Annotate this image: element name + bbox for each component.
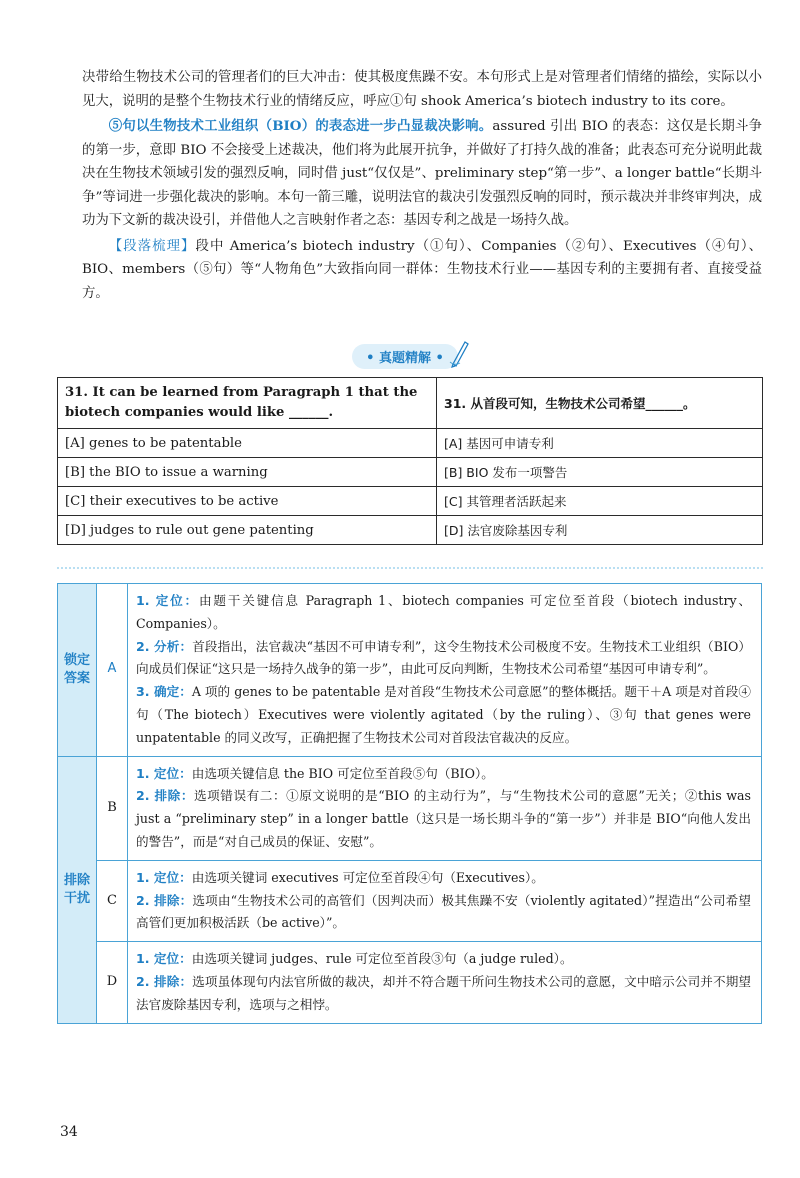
analysis-text: [82, 66, 762, 307]
section-banner: [335, 344, 475, 370]
question-stem-en: 31. It can be learned from Paragraph 1 that the biotech companies would like ______.: [58, 378, 437, 429]
option-a-zh: [A] 基因可申请专利: [437, 429, 763, 458]
answer-row-c: [58, 860, 762, 941]
option-b-analysis: 1. 定位：由选项关键信息 the BIO 可定位至首段⑤句（BIO）。 2. 排除：选项错误有二：①原文说明的是“BIO 的主动行为”，与“生物技术公司的意愿”无关；②this was just a “preliminary step” in a longer battle（这只是一场长期斗争的“第一步”）并非是 BIO“向他人发出的警告”，而是“对自己成员的保证、安慰”。: [128, 756, 762, 860]
paragraph-bio-analysis: [82, 115, 762, 233]
option-letter-c: C: [97, 860, 128, 941]
question-stem-row: [58, 378, 763, 429]
option-c-analysis: 1. 定位：由选项关键词 executives 可定位至首段④句（Executives）。 2. 排除：选项由“生物技术公司的高管们（因判决而）极其焦躁不安（violently agitated）”捏造出“公司希望高管们更加积极活跃（be active）”。: [128, 860, 762, 941]
sentence-five-body: assured 引出 BIO 的表态：这仅是长期斗争的第一步，意即 BIO 不会接受上述裁决，他们将为此展开抗争，并做好了打持久战的准备；此表态可充分说明此裁决在生物技术领域引发的强烈反响，同时借 just“仅仅是”、preliminary step“第一步”、a longer battle“长期斗争”等词进一步强化裁决的影响。本句一箭三雕，说明法官的裁决引发强烈反响的同时，预示裁决并非终审判决，成功为下文新的裁决设引，并借他人之言映射作者之态：基因专利之战是一场持久战。: [82, 119, 762, 228]
option-row: [58, 516, 763, 545]
option-b-en: [B] the BIO to issue a warning: [58, 458, 437, 487]
option-letter-b: B: [97, 756, 128, 860]
answer-row-d: [58, 942, 762, 1023]
lock-answer-label: 锁定答案: [58, 584, 97, 757]
option-row: [58, 429, 763, 458]
answer-analysis-table: [57, 583, 762, 1024]
option-d-analysis: 1. 定位：由选项关键词 judges、rule 可定位至首段③句（a judge ruled）。 2. 排除：选项虽体现句内法官所做的裁决，却并不符合题干所问生物技术公司的意愿，文中暗示公司并不期望法官废除基因专利，选项与之相悖。: [128, 942, 762, 1023]
option-c-en: [C] their executives to be active: [58, 487, 437, 516]
summary-tag: 【段落梳理】: [108, 238, 196, 254]
sentence-five-heading: ⑤句以生物技术工业组织（BIO）的表态进一步凸显裁决影响。: [108, 118, 493, 134]
option-row: [58, 458, 763, 487]
option-row: [58, 487, 763, 516]
question-stem-zh: 31. 从首段可知，生物技术公司希望______。: [437, 378, 763, 429]
option-d-en: [D] judges to rule out gene patenting: [58, 516, 437, 545]
answer-row-a: [58, 584, 762, 757]
option-c-zh: [C] 其管理者活跃起来: [437, 487, 763, 516]
page-number: 34: [60, 1124, 78, 1140]
option-a-analysis: 1. 定位：由题干关键信息 Paragraph 1、biotech companies 可定位至首段（biotech industry、Companies）。 2. 分析：首段指出，法官裁决“基因不可申请专利”，这令生物技术公司极度不安。生物技术工业组织（BIO）向成员们保证“这只是一场持久战争的第一步”，由此可反向判断，生物技术公司希望“基因可申请专利”。 3. 确定：A 项的 genes to be patentable 是对首段“生物技术公司意愿”的整体概括。题干＋A 项是对首段④句（The biotech）Executives were violently agitated（by the ruling）、③句 that genes were unpatentable 的同义改写，正确把握了生物技术公司对首段法官裁决的反应。: [128, 584, 762, 757]
pen-icon: [449, 338, 471, 368]
option-letter-d: D: [97, 942, 128, 1023]
answer-row-b: [58, 756, 762, 860]
paragraph-summary: [82, 235, 762, 306]
option-letter-a: A: [97, 584, 128, 757]
summary-body: 段中 America’s biotech industry（①句）、Companies（②句）、Executives（④句）、BIO、members（⑤句）等“人物角色”大致指向同一群体：生物技术行业——基因专利的主要拥有者、直接受益方。: [82, 238, 763, 301]
question-table: [57, 377, 763, 545]
option-d-zh: [D] 法官废除基因专利: [437, 516, 763, 545]
option-a-en: [A] genes to be patentable: [58, 429, 437, 458]
section-banner-label: • 真题精解 •: [352, 344, 458, 369]
option-b-zh: [B] BIO 发布一项警告: [437, 458, 763, 487]
dotted-divider: [57, 567, 763, 569]
exclude-distractor-label: 排除干扰: [58, 756, 97, 1023]
paragraph-sentence-analysis: 决带给生物技术公司的管理者们的巨大冲击：使其极度焦躁不安。本句形式上是对管理者们情绪的描绘，实际以小见大，说明的是整个生物技术行业的情绪反应，呼应①句 shook America’s biotech industry to its core。: [82, 70, 762, 109]
